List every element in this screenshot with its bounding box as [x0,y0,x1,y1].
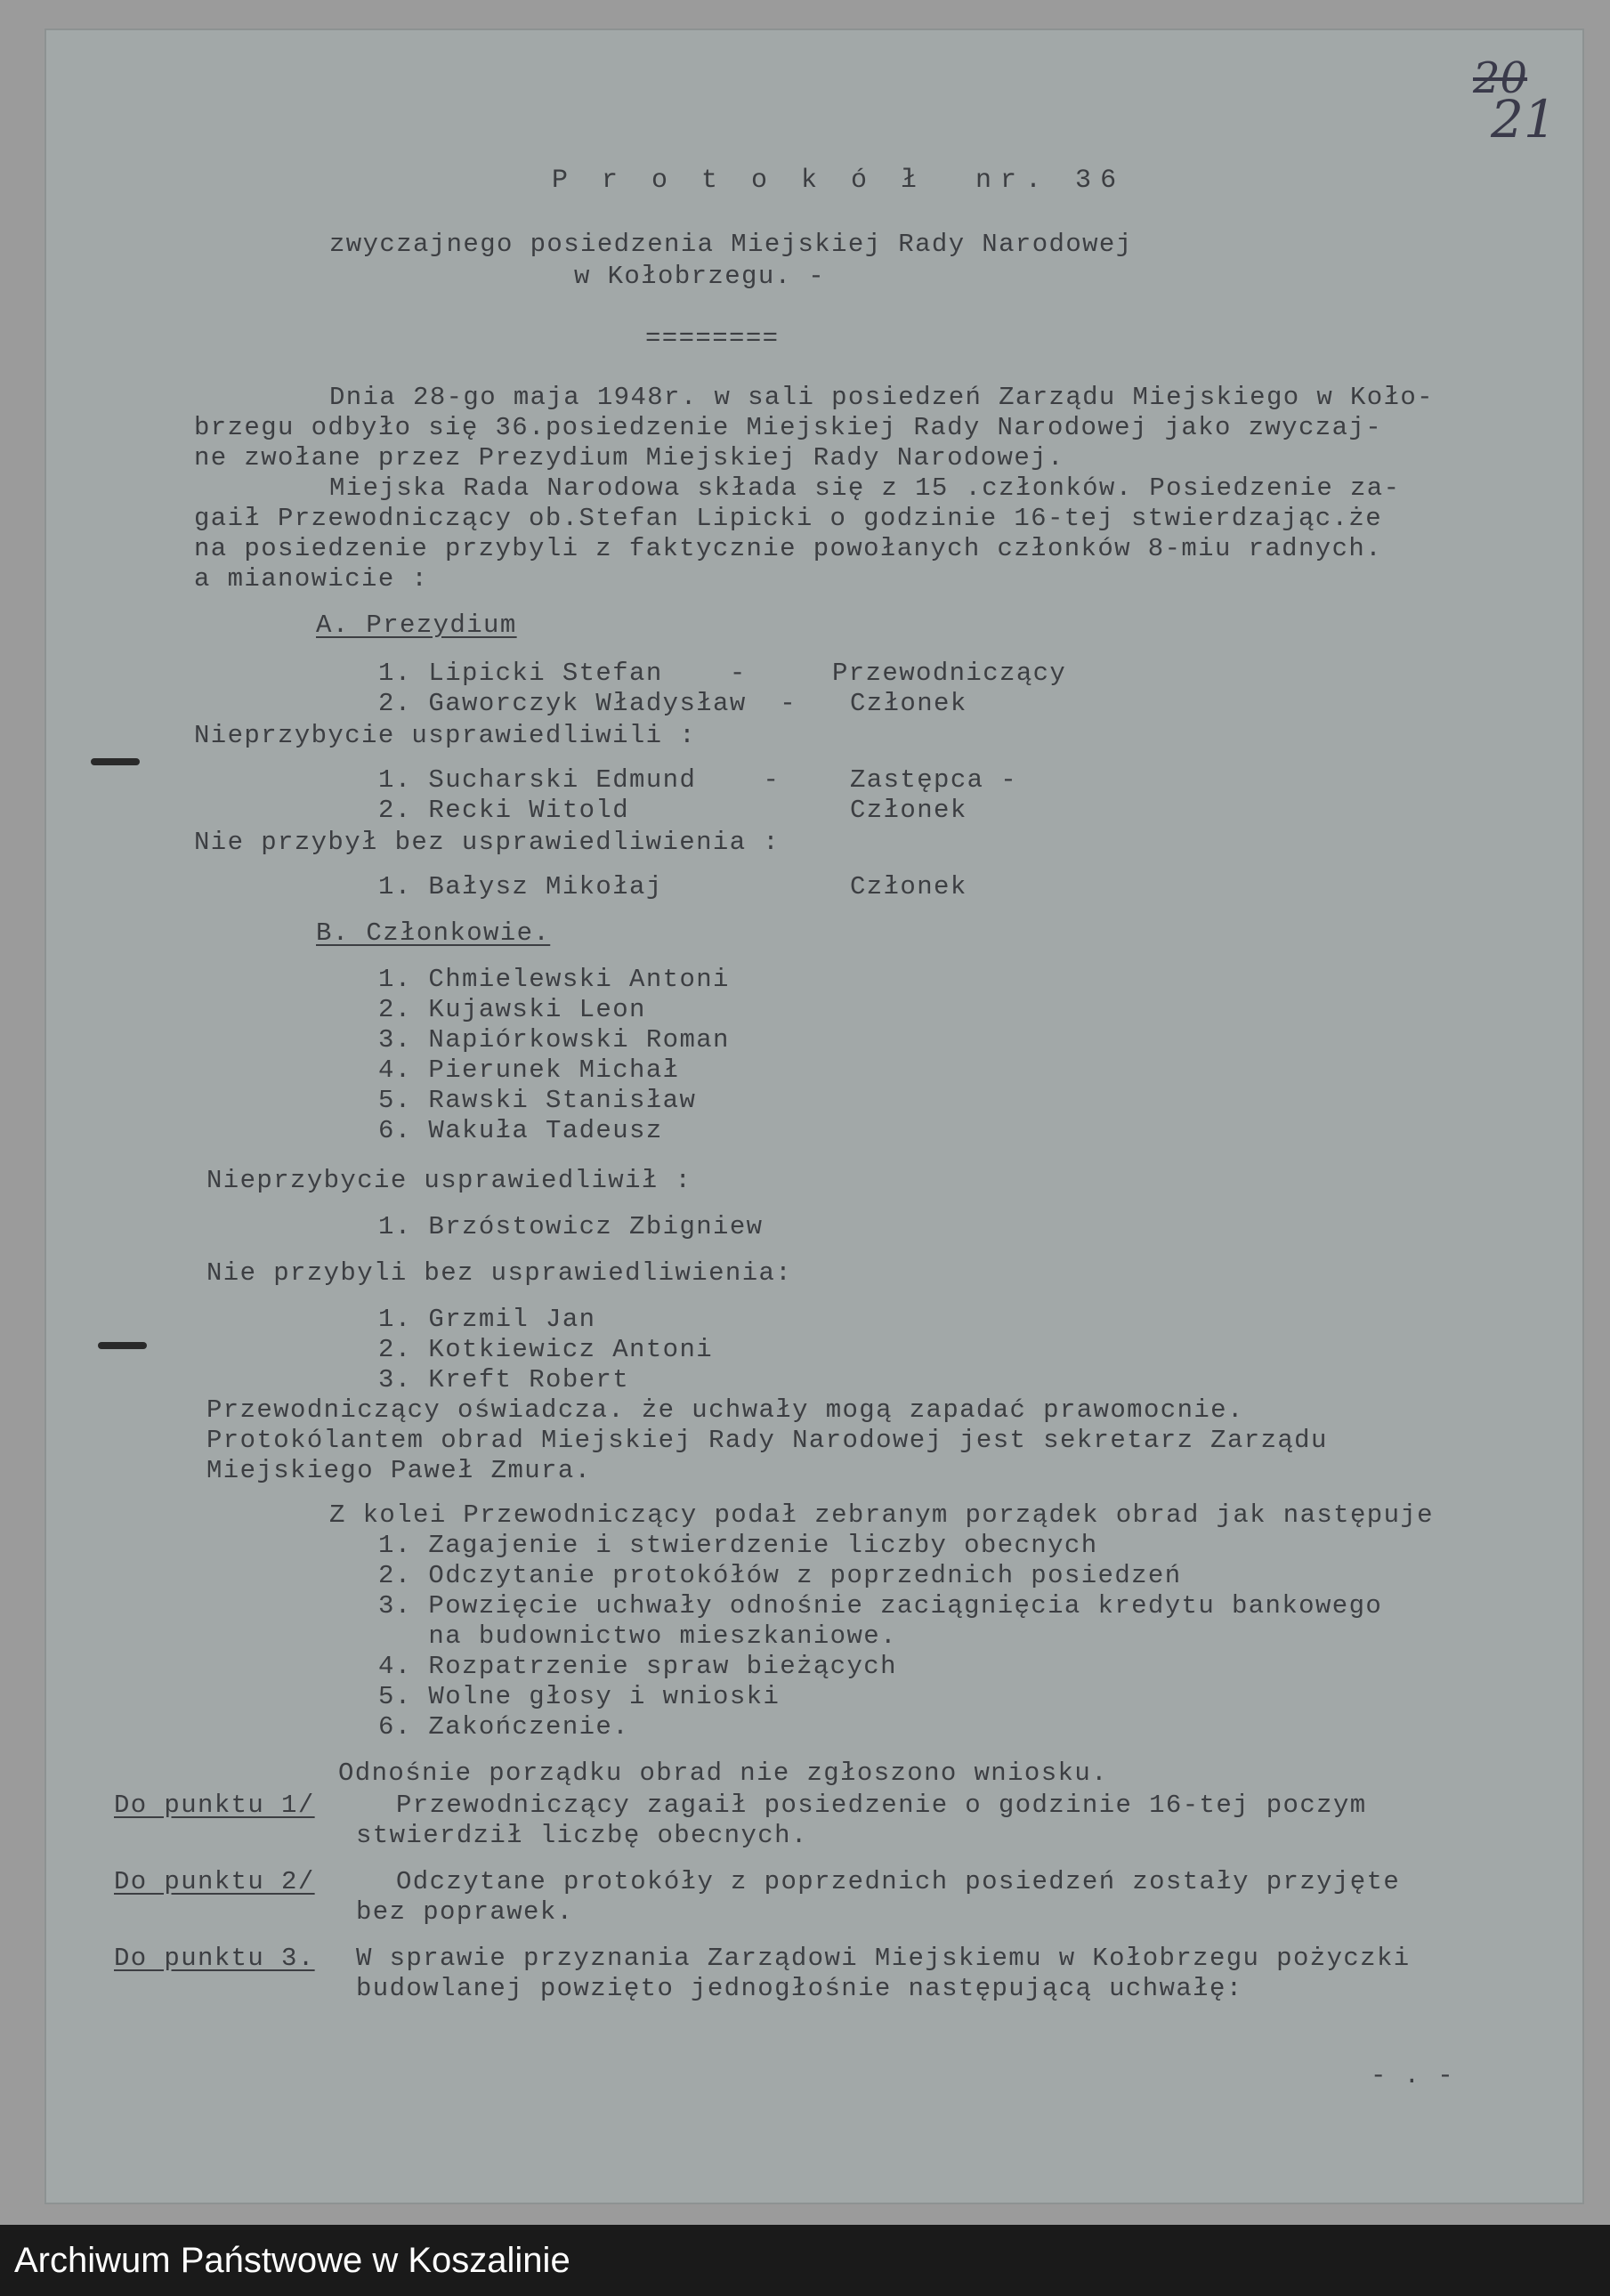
agenda-item: 5. Wolne głosy i wnioski [378,1682,781,1711]
intro-line: na posiedzenie przybyli z faktycznie powołanych członków 8-miu radnych. [194,534,1383,563]
excused-name: 1. Sucharski Edmund - [378,765,781,795]
member-item: 6. Wakuła Tadeusz [378,1116,663,1145]
agenda-intro: Z kolei Przewodniczący podał zebranym porządek obrad jak następuje [329,1500,1434,1530]
unexcused-heading: Nie przybył bez usprawiedliwienia : [194,828,781,857]
presidium-role: Członek [850,689,967,718]
excused-heading: Nieprzybycie usprawiedliwił : [206,1166,692,1195]
document-title: P r o t o k ó ł nr. 36 [552,166,1126,196]
excused-role: Zastępca - [850,765,1018,795]
excused-heading: Nieprzybycie usprawiedliwili : [194,721,697,750]
section-a-heading: A. Prezydium [316,610,517,640]
page-number-new: 21 [1491,89,1557,150]
unexcused-name: 1. Grzmil Jan [378,1305,596,1334]
document-subtitle-2: w Kołobrzegu. - [574,262,826,291]
statement-line: Protokólantem obrad Miejskiej Rady Narodowej jest sekretarz Zarządu [206,1426,1328,1455]
statement-line: Miejskiego Paweł Zmura. [206,1456,592,1485]
excused-name: 1. Brzóstowicz Zbigniew [378,1212,764,1241]
document-subtitle-1: zwyczajnego posiedzenia Miejskiej Rady Narodowej [329,230,1133,259]
margin-mark [98,1342,147,1349]
intro-line: gaił Przewodniczący ob.Stefan Lipicki o godzinie 16-tej stwierdzając.że [194,504,1383,533]
point-text: budowlanej powzięto jednogłośnie następującą uchwałę: [356,1974,1243,2003]
margin-mark [91,758,140,765]
presidium-role: Przewodniczący [832,659,1067,688]
agenda-item: na budownictwo mieszkaniowe. [378,1621,897,1651]
member-item: 1. Chmielewski Antoni [378,965,730,994]
unexcused-role: Członek [850,872,967,901]
agenda-item: 6. Zakończenie. [378,1712,630,1742]
excused-role: Członek [850,796,967,825]
member-item: 5. Rawski Stanisław [378,1086,697,1115]
title-separator: ======== [645,324,780,353]
member-item: 4. Pierunek Michał [378,1055,680,1085]
agenda-item: 4. Rozpatrzenie spraw bieżących [378,1652,897,1681]
member-item: 2. Kujawski Leon [378,995,646,1024]
page-number-handwritten [1464,53,1571,150]
excused-name: 2. Recki Witold [378,796,630,825]
intro-line: a mianowicie : [194,564,429,594]
unexcused-name: 2. Kotkiewicz Antoni [378,1335,714,1364]
presidium-name: 2. Gaworczyk Władysław - [378,689,797,718]
intro-line: Miejska Rada Narodowa składa się z 15 .członków. Posiedzenie za- [329,473,1401,503]
continuation-mark: - . - [1371,2061,1455,2090]
unexcused-heading: Nie przybyli bez usprawiedliwienia: [206,1258,793,1288]
intro-line: Dnia 28-go maja 1948r. w sali posiedzeń Zarządu Miejskiego w Koło- [329,383,1434,412]
agenda-item: 1. Zagajenie i stwierdzenie liczby obecnych [378,1531,1098,1560]
agenda-item: 2. Odczytanie protokółów z poprzednich posiedzeń [378,1561,1182,1590]
agenda-note: Odnośnie porządku obrad nie zgłoszono wniosku. [338,1758,1108,1788]
agenda-item: 3. Powzięcie uchwały odnośnie zaciągnięcia kredytu bankowego [378,1591,1383,1621]
point-label: Do punktu 2/ [114,1867,315,1896]
point-text: Przewodniczący zagaił posiedzenie o godzinie 16-tej poczym [396,1791,1367,1820]
archive-name: Archiwum Państwowe w Koszalinie [14,2241,570,2280]
intro-line: brzegu odbyło się 36.posiedzenie Miejskiej Rady Narodowej jako zwyczaj- [194,413,1383,442]
point-text: stwierdził liczbę obecnych. [356,1821,808,1850]
unexcused-name: 1. Bałysz Mikołaj [378,872,663,901]
page-number-old: 20 [1473,53,1528,103]
statement-line: Przewodniczący oświadcza. że uchwały mogą zapadać prawomocnie. [206,1395,1244,1425]
point-text: Odczytane protokóły z poprzednich posiedzeń zostały przyjęte [396,1867,1401,1896]
intro-line: ne zwołane przez Prezydium Miejskiej Rady Narodowej. [194,443,1064,473]
presidium-name: 1. Lipicki Stefan - [378,659,747,688]
unexcused-name: 3. Kreft Robert [378,1365,630,1395]
section-b-heading: B. Członkowie. [316,918,551,948]
archive-footer [0,2225,1610,2296]
point-label: Do punktu 3. [114,1944,315,1973]
point-text: W sprawie przyznania Zarządowi Miejskiemu w Kołobrzegu pożyczki [356,1944,1411,1973]
point-text: bez poprawek. [356,1897,574,1927]
point-label: Do punktu 1/ [114,1791,315,1820]
member-item: 3. Napiórkowski Roman [378,1025,730,1055]
